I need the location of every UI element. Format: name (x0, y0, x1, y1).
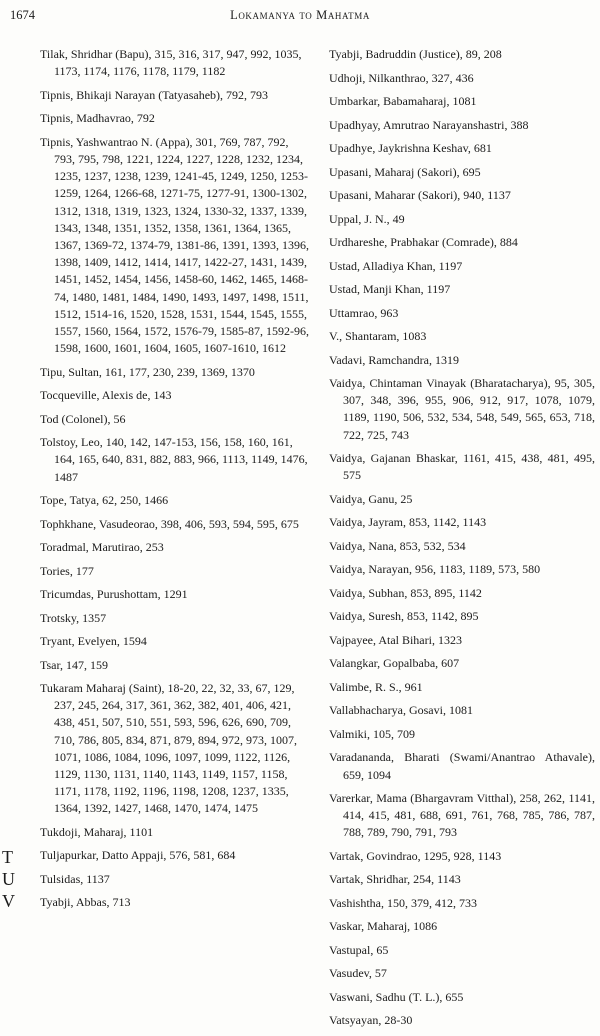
index-entry: Tyabji, Badruddin (Justice), 89, 208 (329, 47, 502, 61)
index-entry: Vaidya, Gajanan Bhaskar, 1161, 415, 438, 481, 495, 575 (329, 451, 595, 483)
page-number: 1674 (10, 8, 35, 22)
index-entry: Tukdoji, Maharaj, 1101 (40, 824, 154, 839)
index-entry: Upasani, Maharar (Sakori), 940, 1137 (329, 188, 511, 202)
index-entry: Valimbe, R. S., 961 (329, 679, 423, 694)
index-entry: Tipnis, Bhikaji Narayan (Tatyasaheb), 792, 793 (40, 87, 269, 102)
index-column-left (40, 46, 312, 918)
index-entry: Tope, Tatya, 62, 250, 1466 (40, 493, 169, 508)
index-entry: Tipnis, Yashwantrao N. (Appa), 301, 769, 787, 792, 793, 795, 798, 1221, 1224, 1227, 1228, 1232, 1234, 1235, 1237, 1238, 1239, 1241-45, 1249, 1250, 1253-1259, 1264, 1266-68, 1271-75, 1277-91, 1300-1302, 1312, 1318, 1319, 1323, 1324, 1330-32, 1337, 1339, 1343, 1348, 1351, 1352, 1358, 1361, 1364, 1365, 1367, 1369-72, 1374-79, 1381-86, 1391, 1393, 1396, 1398, 1409, 1412, 1414, 1417, 1422-27, 1431, 1439, 1451, 1452, 1454, 1456, 1458-60, 1462, 1465, 1468-74, 1480, 1481, 1484, 1490, 1493, 1497, 1498, 1511, 1512, 1514-16, 1520, 1528, 1531, 1544, 1545, 1555, 1557, 1560, 1564, 1572, 1576-79, 1585-87, 1592-96, 1598, 1600, 1601, 1604, 1605, 1607-1610, 1612 (40, 134, 309, 356)
index-entry: Tipnis, Madhavrao, 792 (40, 111, 155, 126)
index-entry: Tories, 177 (40, 563, 94, 578)
index-entry: Vatsyayan, 28-30 (329, 1013, 413, 1028)
index-entry: Tod (Colonel), 56 (40, 411, 126, 426)
index-entry: Tryant, Evelyen, 1594 (40, 634, 147, 649)
index-column-right (329, 46, 595, 1036)
index-entry: Tyabji, Abbas, 713 (40, 895, 131, 910)
index-entry: Vaidya, Nana, 853, 532, 534 (329, 538, 466, 553)
index-entry: Ustad, Manji Khan, 1197 (329, 282, 451, 296)
index-entry: Tilak, Shridhar (Bapu), 315, 316, 317, 947, 992, 1035, 1173, 1174, 1176, 1178, 1179, 1182 (40, 47, 302, 79)
thumb-tab-t: T (2, 847, 13, 867)
index-entry: Toradmal, Marutirao, 253 (40, 540, 164, 555)
index-entry: Vaidya, Jayram, 853, 1142, 1143 (329, 515, 487, 530)
index-entry: Trotsky, 1357 (40, 610, 107, 625)
index-entry: Udhoji, Nilkanthrao, 327, 436 (329, 70, 474, 85)
index-entry: Tipu, Sultan, 161, 177, 230, 239, 1369, 1370 (40, 364, 255, 379)
index-entry: Vashishtha, 150, 379, 412, 733 (329, 895, 477, 910)
index-entry: Vallabhacharya, Gosavi, 1081 (329, 703, 473, 718)
index-entry: Vastupal, 65 (329, 942, 389, 957)
index-entry: Urdhareshe, Prabhakar (Comrade), 884 (329, 235, 518, 249)
index-entry: Ustad, Alladiya Khan, 1197 (329, 258, 463, 273)
index-entry: Vadavi, Ramchandra, 1319 (329, 352, 459, 367)
index-entry: Tolstoy, Leo, 140, 142, 147-153, 156, 158, 160, 161, 164, 165, 640, 831, 882, 883, 966, 1113, 1149, 1476, 1487 (40, 435, 308, 484)
index-entry: Tukaram Maharaj (Saint), 18-20, 22, 32, 33, 67, 129, 237, 245, 264, 317, 361, 362, 382, 401, 406, 421, 438, 451, 507, 510, 551, 593, 596, 626, 690, 709, 710, 786, 805, 834, 871, 879, 894, 972, 973, 1007, 1071, 1086, 1084, 1096, 1097, 1099, 1122, 1126, 1129, 1130, 1131, 1140, 1143, 1149, 1157, 1158, 1171, 1178, 1192, 1196, 1198, 1208, 1237, 1335, 1364, 1392, 1427, 1468, 1470, 1474, 1475 (40, 681, 297, 816)
index-entry: Vaidya, Subhan, 853, 895, 1142 (329, 585, 482, 600)
index-entry: Vaidya, Ganu, 25 (329, 491, 413, 506)
index-entry: Tuljapurkar, Datto Appaji, 576, 581, 684 (40, 848, 236, 863)
page-header (0, 0, 600, 30)
index-entry: Upadhye, Jaykrishna Keshav, 681 (329, 141, 492, 155)
index-entry: Vaidya, Chintaman Vinayak (Bharatacharya), 95, 305, 307, 348, 396, 955, 906, 912, 917, 1078, 1079, 1189, 1190, 506, 532, 534, 548, 549, 565, 653, 718, 722, 725, 743 (329, 376, 595, 442)
thumb-tab-v: V (2, 891, 15, 911)
running-title: Lokamanya to Mahatma (230, 8, 370, 22)
index-entry: Tulsidas, 1137 (40, 871, 110, 886)
index-entry: Vaidya, Suresh, 853, 1142, 895 (329, 609, 479, 624)
index-entry: Vajpayee, Atal Bihari, 1323 (329, 632, 462, 647)
index-entry: Vartak, Shridhar, 254, 1143 (329, 872, 461, 887)
index-entry: Varadananda, Bharati (Swami/Anantrao Athavale), 659, 1094 (329, 750, 595, 782)
index-entry: Umbarkar, Babamaharaj, 1081 (329, 94, 477, 108)
index-entry: Uttamrao, 963 (329, 305, 399, 320)
index-entry: Vaidya, Narayan, 956, 1183, 1189, 573, 580 (329, 562, 541, 577)
index-entry: Tocqueville, Alexis de, 143 (40, 388, 172, 403)
index-entry: Vartak, Govindrao, 1295, 928, 1143 (329, 848, 502, 863)
index-entry: Upadhyay, Amrutrao Narayanshastri, 388 (329, 117, 529, 132)
index-entry: Vasudev, 57 (329, 966, 387, 981)
index-entry: Varerkar, Mama (Bhargavram Vitthal), 258, 262, 1141, 414, 415, 481, 688, 691, 761, 768, 785, 786, 787, 788, 789, 790, 791, 793 (329, 791, 595, 840)
index-entry: Tophkhane, Vasudeorao, 398, 406, 593, 594, 595, 675 (40, 516, 299, 531)
index-entry: V., Shantaram, 1083 (329, 329, 427, 343)
index-entry: Vaskar, Maharaj, 1086 (329, 919, 438, 934)
index-entry: Vaswani, Sadhu (T. L.), 655 (329, 989, 464, 1004)
thumb-tab-u: U (2, 869, 15, 889)
index-entry: Tsar, 147, 159 (40, 657, 109, 672)
index-entry: Tricumdas, Purushottam, 1291 (40, 587, 188, 602)
index-entry: Valangkar, Gopalbaba, 607 (329, 656, 460, 671)
index-entry: Uppal, J. N., 49 (329, 211, 405, 226)
index-entry: Upasani, Maharaj (Sakori), 695 (329, 164, 481, 179)
index-entry: Valmiki, 105, 709 (329, 726, 415, 741)
